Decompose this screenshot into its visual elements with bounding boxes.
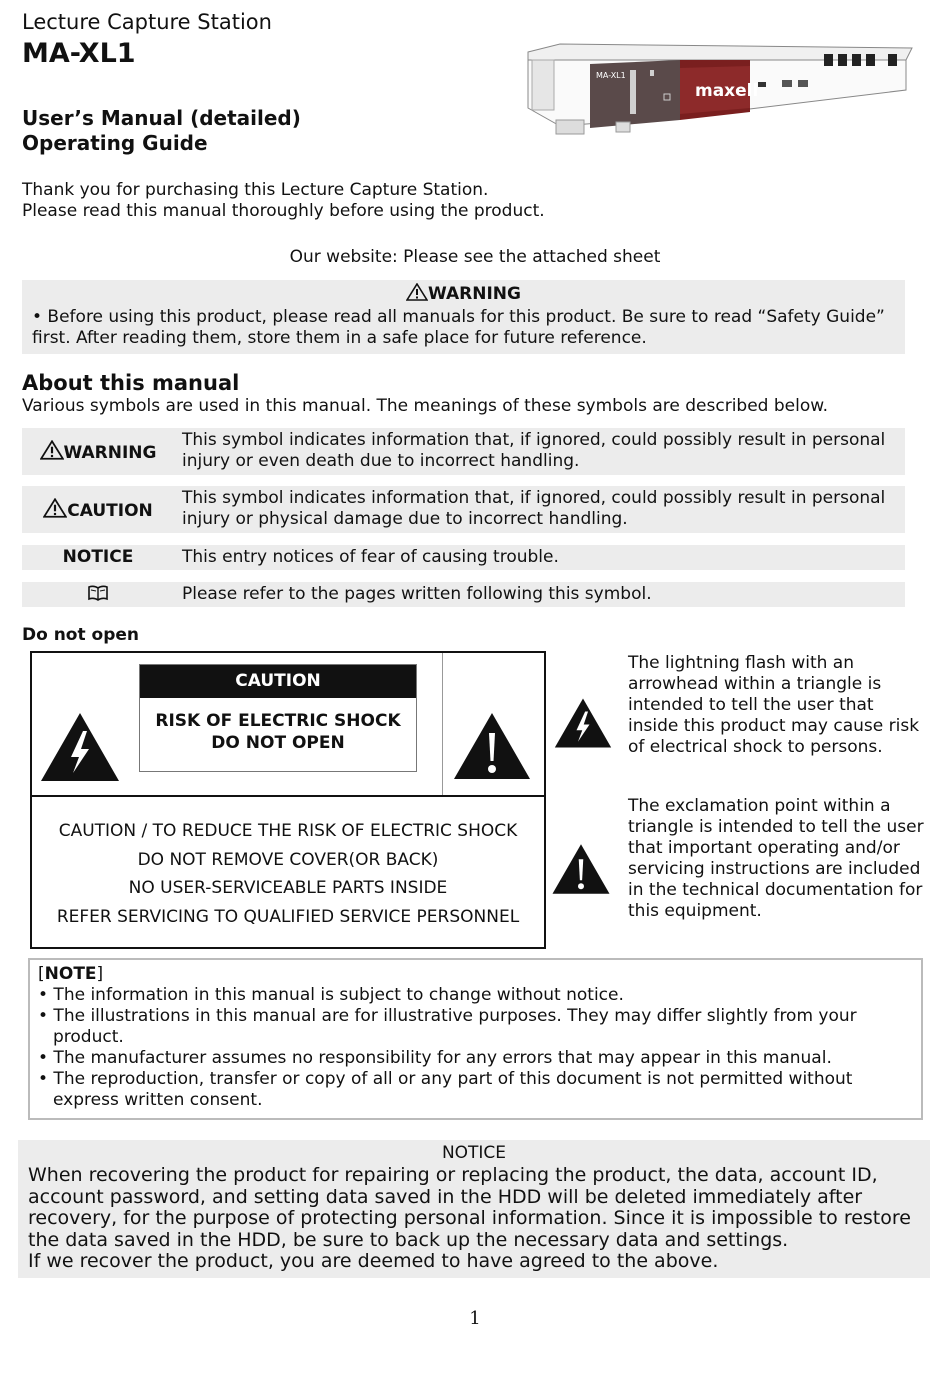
do-not-open-heading: Do not open — [22, 625, 140, 645]
symbol-label-reference — [22, 585, 174, 606]
caution-line: CAUTION / TO REDUCE THE RISK OF ELECTRIC SHOCK — [58, 821, 518, 841]
warning-triangle-icon — [40, 440, 64, 460]
about-heading: About this manual — [22, 371, 240, 395]
manual-title — [22, 106, 301, 156]
warning-box-title: WARNING — [428, 284, 521, 304]
caution-line: DO NOT REMOVE COVER(OR BACK) — [137, 849, 439, 870]
intro-text — [22, 180, 545, 222]
device-illustration — [520, 38, 915, 138]
caution-line: NO USER-SERVICEABLE PARTS INSIDE — [128, 878, 448, 898]
page-number: 1 — [469, 1308, 481, 1329]
warning-box-text: • Before using this product, please read all manuals for this product. Be sure to read “Safety Guide” first. After reading them, store them in a safe place for future reference. — [32, 307, 885, 348]
panel-separator — [32, 795, 544, 797]
caution-line: REFER SERVICING TO QUALIFIED SERVICE PERSONNEL — [56, 906, 520, 927]
symbol-label-warning: WARNING — [22, 440, 174, 463]
notice-paragraph: If we recover the product, you are deemed to have agreed to the above. — [28, 1250, 719, 1272]
lightning-triangle-icon — [553, 697, 613, 749]
list-item: • The manufacturer assumes no responsibility for any errors that may appear in this manual. — [38, 1048, 832, 1068]
model-title: MA-XL1 — [22, 38, 136, 69]
notice-box — [18, 1140, 930, 1278]
symbol-desc-warning: This symbol indicates information that, if ignored, could possibly result in personal injury or even death due to incorrect handling. — [182, 430, 886, 471]
list-item: • The reproduction, transfer or copy of all or any part of this document is not permitted without express written consent. — [38, 1069, 853, 1110]
warning-box-header — [22, 280, 905, 307]
notice-body — [18, 1165, 930, 1273]
website-note: Our website: Please see the attached sheet — [289, 247, 661, 267]
symbol-row-warning — [22, 428, 905, 475]
intro-line1: Thank you for purchasing this Lecture Capture Station. — [22, 180, 489, 200]
caution-label-panel — [30, 651, 546, 949]
exclamation-explanation: The exclamation point within a triangle is intended to tell the user that important operating and/or servicing instructions are included in the technical documentation for this equipment. — [628, 796, 924, 921]
exclamation-triangle-icon — [452, 711, 532, 781]
list-item: • The illustrations in this manual are for illustrative purposes. They may differ slightly from your product. — [38, 1006, 857, 1047]
manual-title-line1: User’s Manual (detailed) — [22, 106, 301, 130]
notice-title: NOTICE — [441, 1143, 507, 1163]
intro-line2: Please read this manual thoroughly before using the product. — [22, 201, 545, 221]
caution-label-body: RISK OF ELECTRIC SHOCK DO NOT OPEN — [155, 711, 401, 753]
note-label: [NOTE] — [38, 964, 104, 984]
symbol-desc-notice: This entry notices of fear of causing trouble. — [182, 547, 559, 567]
about-text: Various symbols are used in this manual. The meanings of these symbols are described below. — [22, 396, 828, 416]
symbol-desc-reference: Please refer to the pages written following this symbol. — [182, 584, 652, 604]
caution-label-box — [139, 664, 417, 772]
lightning-triangle-icon — [39, 711, 121, 783]
exclamation-triangle-icon — [551, 842, 611, 896]
notice-paragraph: When recovering the product for repairing or replacing the product, the data, account ID, account password, and setting data saved in the HDD will be deleted immediately after recovery, for the purpose of protecting personal information. Since it is impossible to restore the data saved in the HDD, be sure to back up the necessary data and settings. — [28, 1164, 911, 1251]
list-item: • The information in this manual is subject to change without notice. — [38, 985, 624, 1005]
panel-divider — [442, 653, 443, 795]
symbol-label-notice: NOTICE — [62, 547, 134, 567]
device-model-label: MA-XL1 — [596, 71, 626, 80]
symbol-row-caution — [22, 486, 905, 533]
warning-triangle-icon — [406, 283, 428, 301]
book-icon — [88, 585, 108, 601]
caution-triangle-icon — [43, 498, 67, 518]
note-list — [38, 985, 913, 1111]
manual-title-line2: Operating Guide — [22, 131, 208, 155]
document-subtitle: Lecture Capture Station — [22, 10, 272, 34]
symbol-desc-caution: This symbol indicates information that, if ignored, could possibly result in personal injury or physical damage due to incorrect handling. — [182, 488, 886, 529]
caution-label-header: CAUTION — [140, 665, 416, 698]
symbol-row-reference — [22, 582, 905, 607]
note-box — [28, 958, 923, 1120]
symbol-label-caution: CAUTION — [22, 498, 174, 521]
warning-box — [22, 280, 905, 354]
lightning-explanation: The lightning flash with an arrowhead within a triangle is intended to tell the user that inside this product may cause risk of electrical shock to persons. — [628, 653, 920, 757]
caution-instructions — [32, 817, 544, 931]
symbol-row-notice — [22, 545, 905, 570]
device-brand-logo: maxell — [695, 81, 759, 101]
